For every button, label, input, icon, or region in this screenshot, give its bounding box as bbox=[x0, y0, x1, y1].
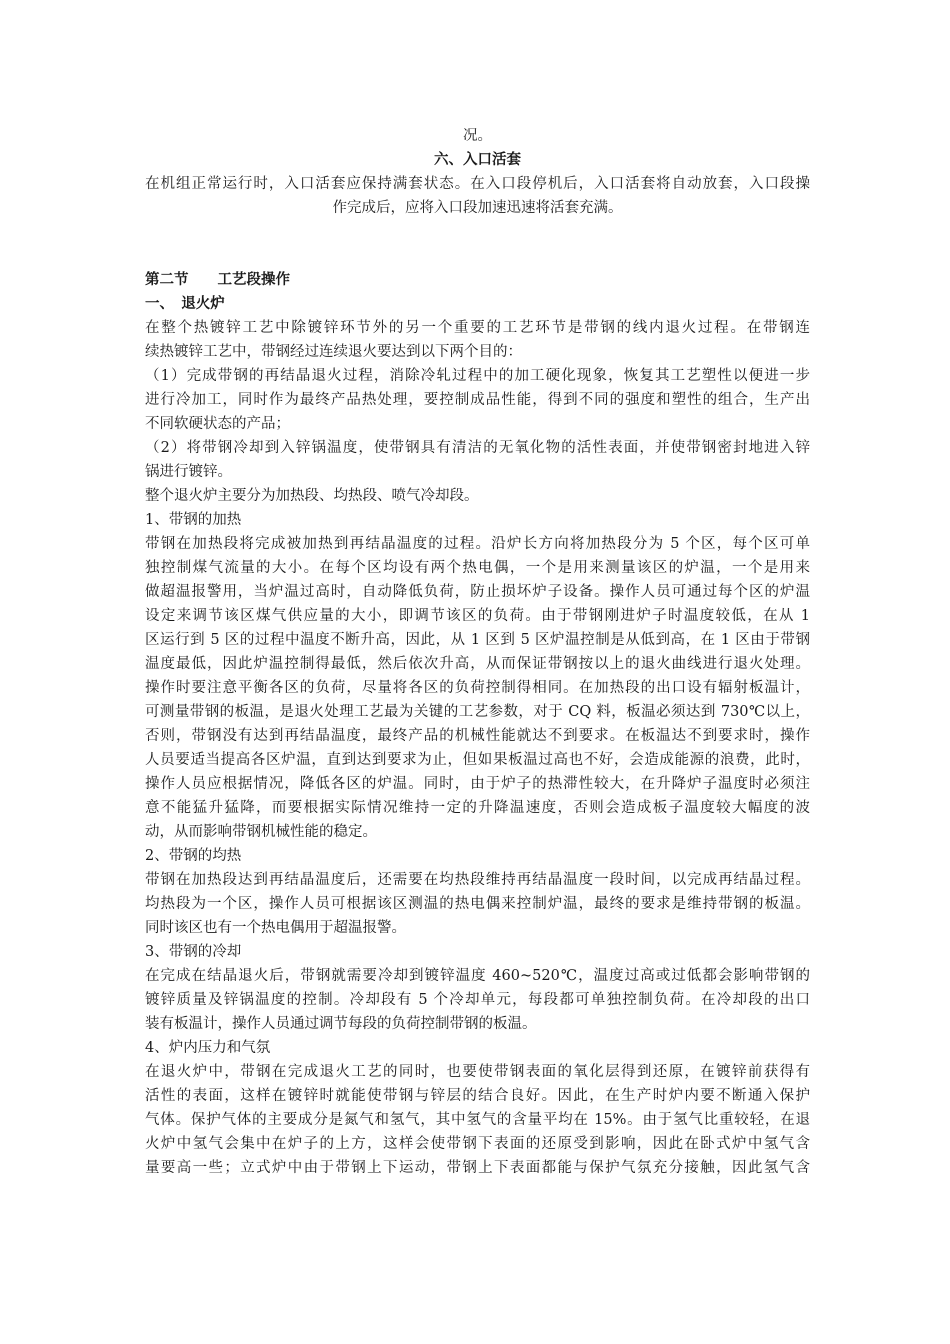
section6-heading: 六、入口活套 bbox=[434, 151, 521, 168]
body-line: 进行冷加工，同时作为最终产品热处理，要控制成品性能，得到不同的强度和塑性的组合，生产出 bbox=[145, 392, 810, 408]
body-line: 火炉中氢气会集中在炉子的上方，这样会使带钢下表面的还原受到影响，因此在卧式炉中氢气含 bbox=[145, 1136, 810, 1152]
body-line: 不同软硬状态的产品； bbox=[145, 416, 290, 432]
body-line: 均热段为一个区，操作人员可根据该区测温的热电偶来控制炉温，最终的要求是维持带钢的板温。 bbox=[145, 896, 810, 912]
body-line: 操作时要注意平衡各区的负荷，尽量将各区的负荷控制得相同。在加热段的出口设有辐射板温计， bbox=[145, 680, 810, 696]
body-line: 镀锌质量及锌锅温度的控制。冷却段有 5 个冷却单元，每段都可单独控制负荷。在冷却段的出口 bbox=[145, 992, 810, 1008]
body-line: 同时该区也有一个热电偶用于超温报警。 bbox=[145, 920, 406, 936]
body-line: 可测量带钢的板温，是退火处理工艺最为关键的工艺参数，对于 CQ 料，板温必须达到 730℃以上， bbox=[145, 704, 810, 720]
document-page bbox=[145, 124, 810, 1180]
chapter-heading: 第二节 工艺段操作 bbox=[145, 271, 290, 288]
body-line: 整个退火炉主要分为加热段、均热段、喷气冷却段。 bbox=[145, 488, 479, 504]
body-line: 做超温报警用，当炉温过高时，自动降低负荷，防止损坏炉子设备。操作人员可通过每个区的炉温 bbox=[145, 584, 810, 600]
body-line: （2）将带钢冷却到入锌锅温度，使带钢具有清洁的无氧化物的活性表面，并使带钢密封地进入锌 bbox=[145, 440, 810, 456]
body-line: 锅进行镀锌。 bbox=[145, 464, 232, 480]
body-line: 操作人员应根据情况，降低各区的炉温。同时，由于炉子的热滞性较大，在升降炉子温度时必须注 bbox=[145, 776, 810, 792]
body-line: 量要高一些；立式炉中由于带钢上下运动，带钢上下表面都能与保护气氛充分接触，因此氢气含 bbox=[145, 1160, 810, 1176]
body-line: 独控制煤气流量的大小。在每个区均设有两个热电偶，一个是用来测量该区的炉温，一个是用来 bbox=[145, 560, 810, 576]
body-line: 人员要适当提高各区炉温，直到达到要求为止，但如果板温过高也不好，会造成能源的浪费，此时， bbox=[145, 752, 810, 768]
body-line: 在退火炉中，带钢在完成退火工艺的同时，也要使带钢表面的氧化层得到还原，在镀锌前获得有 bbox=[145, 1064, 810, 1080]
body-line: 装有板温计，操作人员通过调节每段的负荷控制带钢的板温。 bbox=[145, 1016, 537, 1032]
body-line: 带钢在加热段将完成被加热到再结晶温度的过程。沿炉长方向将加热段分为 5 个区，每个区可单 bbox=[145, 536, 810, 552]
body-line: 意不能猛升猛降，而要根据实际情况维持一定的升降温速度，否则会造成板子温度较大幅度的波 bbox=[145, 800, 810, 816]
top-fragment: 况。 bbox=[463, 128, 492, 144]
body-line: 在整个热镀锌工艺中除镀锌环节外的另一个重要的工艺环节是带钢的线内退火过程。在带钢连 bbox=[145, 320, 810, 336]
body-line: 否则，带钢没有达到再结晶温度，最终产品的机械性能就达不到要求。在板温达不到要求时，操作 bbox=[145, 728, 810, 744]
body-line: 4、炉内压力和气氛 bbox=[145, 1040, 271, 1056]
section6-line-1: 在机组正常运行时，入口活套应保持满套状态。在入口段停机后，入口活套将自动放套，入口段操 bbox=[145, 176, 810, 192]
body-line: 设定来调节该区煤气供应量的大小，即调节该区的负荷。由于带钢刚进炉子时温度较低，在从 1 bbox=[145, 608, 810, 624]
body-line: 1、带钢的加热 bbox=[145, 512, 242, 528]
body-line: 区运行到 5 区的过程中温度不断升高，因此，从 1 区到 5 区炉温控制是从低到高，在 1 区由于带钢 bbox=[145, 632, 810, 648]
body-text bbox=[145, 316, 810, 1180]
body-line: 在完成在结晶退火后，带钢就需要冷却到镀锌温度 460~520℃，温度过高或过低都会影响带钢的 bbox=[145, 968, 810, 984]
body-line: 带钢在加热段达到再结晶温度后，还需要在均热段维持再结晶温度一段时间，以完成再结晶过程。 bbox=[145, 872, 810, 888]
body-line: 动，从而影响带钢机械性能的稳定。 bbox=[145, 824, 377, 840]
body-line: 2、带钢的均热 bbox=[145, 848, 242, 864]
section6-line-2: 作完成后，应将入口段加速迅速将活套充满。 bbox=[332, 200, 623, 216]
body-line: 续热镀锌工艺中，带钢经过连续退火要达到以下两个目的： bbox=[145, 344, 522, 360]
sub-heading: 一、 退火炉 bbox=[145, 295, 225, 312]
body-line: 3、带钢的冷却 bbox=[145, 944, 242, 960]
body-line: （1）完成带钢的再结晶退火过程，消除冷轧过程中的加工硬化现象，恢复其工艺塑性以便进一步 bbox=[145, 368, 810, 384]
body-line: 活性的表面，这样在镀锌时就能使带钢与锌层的结合良好。因此，在生产时炉内要不断通入保护 bbox=[145, 1088, 810, 1104]
body-line: 气体。保护气体的主要成分是氮气和氢气，其中氢气的含量平均在 15%。由于氢气比重较轻，在退 bbox=[145, 1112, 810, 1128]
body-line: 温度最低，因此炉温控制得最低，然后依次升高，从而保证带钢按以上的退火曲线进行退火处理。 bbox=[145, 656, 810, 672]
